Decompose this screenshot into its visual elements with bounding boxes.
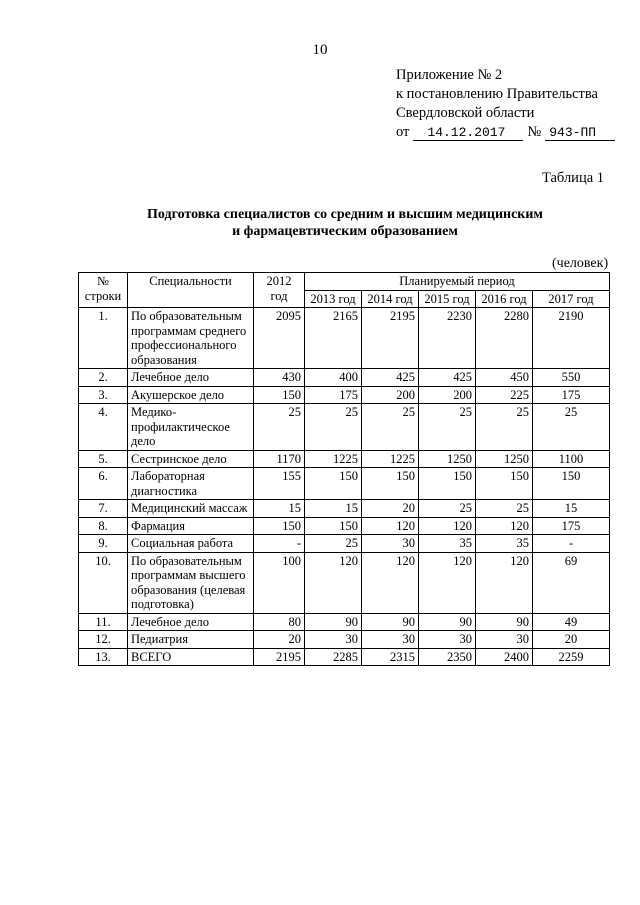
header-year-2016: 2016 год <box>476 290 533 308</box>
appendix-title: Приложение № 2 <box>396 67 503 83</box>
table-row <box>79 369 610 387</box>
decree-number: 943-ПП <box>545 126 615 141</box>
document-title <box>0 206 640 240</box>
value-2017-cell: 69 <box>533 552 610 613</box>
table-row <box>79 552 610 613</box>
row-number-cell: 3. <box>79 386 128 404</box>
header-row <box>79 273 610 291</box>
table-row <box>79 648 610 666</box>
value-2016-cell: 1250 <box>476 450 533 468</box>
value-2012-cell: 150 <box>254 517 305 535</box>
number-prefix: № <box>527 124 542 140</box>
value-2016-cell: 25 <box>476 500 533 518</box>
value-2015-cell: 30 <box>419 631 476 649</box>
value-2017-cell: 2259 <box>533 648 610 666</box>
table-label: Таблица 1 <box>542 170 605 186</box>
header-year-2014: 2014 год <box>362 290 419 308</box>
value-2014-cell: 30 <box>362 631 419 649</box>
appendix-region: Свердловской области <box>396 105 535 121</box>
value-2015-cell: 425 <box>419 369 476 387</box>
value-2012-cell: 2195 <box>254 648 305 666</box>
specialty-cell: Социальная работа <box>128 535 254 553</box>
header-planned: Планируемый период <box>305 273 610 291</box>
value-2014-cell: 2195 <box>362 308 419 369</box>
value-2016-cell: 25 <box>476 404 533 451</box>
header-year-2013: 2013 год <box>305 290 362 308</box>
value-2012-cell: - <box>254 535 305 553</box>
value-2012-cell: 15 <box>254 500 305 518</box>
row-number-cell: 9. <box>79 535 128 553</box>
row-number-cell: 4. <box>79 404 128 451</box>
appendix-block <box>396 66 615 142</box>
value-2016-cell: 120 <box>476 517 533 535</box>
value-2017-cell: 175 <box>533 386 610 404</box>
value-2016-cell: 2400 <box>476 648 533 666</box>
value-2013-cell: 2285 <box>305 648 362 666</box>
value-2016-cell: 450 <box>476 369 533 387</box>
value-2013-cell: 30 <box>305 631 362 649</box>
value-2013-cell: 1225 <box>305 450 362 468</box>
value-2014-cell: 30 <box>362 535 419 553</box>
header-year-2015: 2015 год <box>419 290 476 308</box>
specialty-cell: ВСЕГО <box>128 648 254 666</box>
table-row <box>79 631 610 649</box>
value-2017-cell: 25 <box>533 404 610 451</box>
header-num: № строки <box>79 273 128 308</box>
row-number-cell: 10. <box>79 552 128 613</box>
decree-date: 14.12.2017 <box>413 126 523 141</box>
value-2016-cell: 150 <box>476 468 533 500</box>
value-2012-cell: 1170 <box>254 450 305 468</box>
row-number-cell: 7. <box>79 500 128 518</box>
value-2013-cell: 150 <box>305 517 362 535</box>
value-2014-cell: 150 <box>362 468 419 500</box>
value-2013-cell: 400 <box>305 369 362 387</box>
specialty-cell: Лечебное дело <box>128 369 254 387</box>
value-2012-cell: 430 <box>254 369 305 387</box>
value-2016-cell: 225 <box>476 386 533 404</box>
specialty-cell: Лечебное дело <box>128 613 254 631</box>
value-2014-cell: 2315 <box>362 648 419 666</box>
row-number-cell: 12. <box>79 631 128 649</box>
value-2016-cell: 30 <box>476 631 533 649</box>
value-2016-cell: 90 <box>476 613 533 631</box>
specialists-table <box>78 272 610 666</box>
value-2013-cell: 175 <box>305 386 362 404</box>
value-2013-cell: 25 <box>305 535 362 553</box>
value-2015-cell: 120 <box>419 552 476 613</box>
date-prefix: от <box>396 124 410 140</box>
value-2015-cell: 2230 <box>419 308 476 369</box>
specialty-cell: По образовательным программам высшего образования (целевая подготовка) <box>128 552 254 613</box>
specialty-cell: Медико-профилактическое дело <box>128 404 254 451</box>
specialty-cell: Медицинский массаж <box>128 500 254 518</box>
value-2014-cell: 90 <box>362 613 419 631</box>
value-2017-cell: 15 <box>533 500 610 518</box>
value-2014-cell: 20 <box>362 500 419 518</box>
row-number-cell: 8. <box>79 517 128 535</box>
value-2013-cell: 15 <box>305 500 362 518</box>
value-2017-cell: 20 <box>533 631 610 649</box>
value-2012-cell: 20 <box>254 631 305 649</box>
title-line-2: и фармацевтическим образованием <box>232 224 458 239</box>
row-number-cell: 2. <box>79 369 128 387</box>
value-2015-cell: 120 <box>419 517 476 535</box>
value-2012-cell: 80 <box>254 613 305 631</box>
row-number-cell: 13. <box>79 648 128 666</box>
value-2015-cell: 25 <box>419 404 476 451</box>
specialty-cell: Педиатрия <box>128 631 254 649</box>
value-2013-cell: 150 <box>305 468 362 500</box>
value-2012-cell: 155 <box>254 468 305 500</box>
row-number-cell: 1. <box>79 308 128 369</box>
table-row <box>79 404 610 451</box>
specialty-cell: Сестринское дело <box>128 450 254 468</box>
specialty-cell: Акушерское дело <box>128 386 254 404</box>
value-2015-cell: 150 <box>419 468 476 500</box>
table-row <box>79 468 610 500</box>
value-2017-cell: 150 <box>533 468 610 500</box>
row-number-cell: 11. <box>79 613 128 631</box>
value-2017-cell: 175 <box>533 517 610 535</box>
value-2012-cell: 100 <box>254 552 305 613</box>
header-specialty: Специальности <box>128 273 254 308</box>
value-2017-cell: 49 <box>533 613 610 631</box>
value-2015-cell: 25 <box>419 500 476 518</box>
value-2014-cell: 120 <box>362 517 419 535</box>
table-row <box>79 613 610 631</box>
value-2017-cell: 2190 <box>533 308 610 369</box>
specialty-cell: По образовательным программам среднего профессионального образования <box>128 308 254 369</box>
specialty-cell: Фармация <box>128 517 254 535</box>
row-number-cell: 6. <box>79 468 128 500</box>
value-2013-cell: 2165 <box>305 308 362 369</box>
page-number: 10 <box>312 42 328 58</box>
value-2015-cell: 90 <box>419 613 476 631</box>
table-row <box>79 517 610 535</box>
value-2012-cell: 2095 <box>254 308 305 369</box>
value-2016-cell: 35 <box>476 535 533 553</box>
value-2013-cell: 120 <box>305 552 362 613</box>
appendix-dateline <box>396 123 615 142</box>
table-row <box>79 450 610 468</box>
header-year-2017: 2017 год <box>533 290 610 308</box>
value-2015-cell: 35 <box>419 535 476 553</box>
value-2012-cell: 25 <box>254 404 305 451</box>
value-2015-cell: 2350 <box>419 648 476 666</box>
value-2017-cell: 550 <box>533 369 610 387</box>
specialty-cell: Лабораторная диагностика <box>128 468 254 500</box>
table-row <box>79 535 610 553</box>
value-2014-cell: 25 <box>362 404 419 451</box>
title-line-1: Подготовка специалистов со средним и высшим медицинским <box>147 207 543 222</box>
value-2017-cell: - <box>533 535 610 553</box>
value-2015-cell: 1250 <box>419 450 476 468</box>
value-2015-cell: 200 <box>419 386 476 404</box>
value-2014-cell: 425 <box>362 369 419 387</box>
table-row <box>79 308 610 369</box>
value-2014-cell: 120 <box>362 552 419 613</box>
appendix-decree: к постановлению Правительства <box>396 86 598 102</box>
unit-note: (человек) <box>552 256 609 271</box>
value-2013-cell: 25 <box>305 404 362 451</box>
value-2014-cell: 1225 <box>362 450 419 468</box>
value-2016-cell: 120 <box>476 552 533 613</box>
value-2016-cell: 2280 <box>476 308 533 369</box>
value-2014-cell: 200 <box>362 386 419 404</box>
table-row <box>79 500 610 518</box>
value-2013-cell: 90 <box>305 613 362 631</box>
value-2017-cell: 1100 <box>533 450 610 468</box>
header-year-2012: 2012 год <box>254 273 305 308</box>
table-row <box>79 386 610 404</box>
value-2012-cell: 150 <box>254 386 305 404</box>
row-number-cell: 5. <box>79 450 128 468</box>
